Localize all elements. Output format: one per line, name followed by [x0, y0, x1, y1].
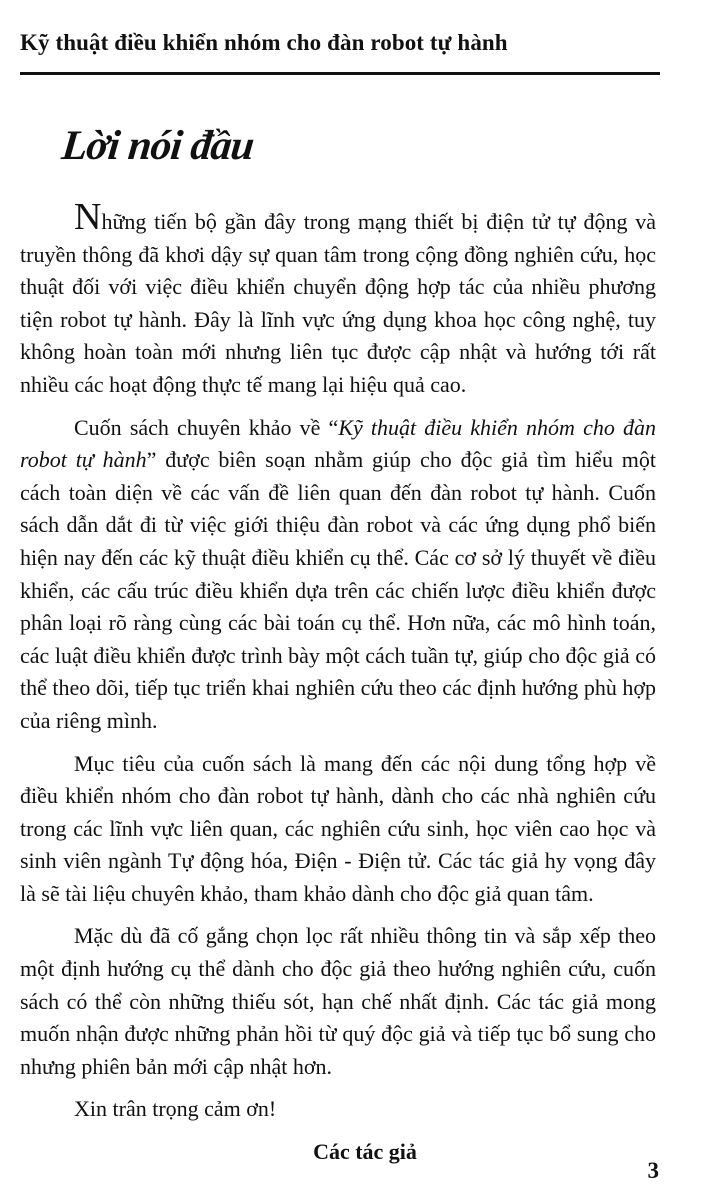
paragraph-2-lead: Cuốn sách chuyên khảo về “	[74, 414, 339, 440]
paragraph-3: Mục tiêu của cuốn sách là mang đến các nội dung tổng hợp về điều khiển nhóm cho đàn robot tự hành, dành cho các nhà nghiên cứu trong các lĩnh vực liên quan, các nghiên cứu sinh, học viên cao học và sinh viên ngành Tự động hóa, Điện - Điện tử. Các tác giả hy vọng đây là sẽ tài liệu chuyên khảo, tham khảo dành cho độc giả quan tâm.	[20, 750, 656, 906]
header-rule	[20, 72, 660, 75]
thanks-line: Xin trân trọng cảm ơn!	[74, 1096, 277, 1122]
book-title-italic: Kỹ thuật điều khiển nhóm cho đàn robot tự hành	[20, 414, 656, 473]
paragraph-2	[20, 412, 656, 738]
paragraph-2-text: ” được biên soạn nhằm giúp cho độc giả tìm hiểu một cách toàn diện về các vấn đề liên quan đến đàn robot tự hành. Cuốn sách dẫn dắt đi từ việc giới thiệu đàn robot và các ứng dụng phổ biến hiện nay đến các kỹ thuật điều khiển cụ thể. Các cơ sở lý thuyết về điều khiển, các cấu trúc điều khiển dựa trên các chiến lược điều khiển được phân loại rõ ràng cùng các bài toán cụ thể. Hơn nữa, các mô hình toán, các luật điều khiển được trình bày một cách tuần tự, giúp cho độc giả có thể theo dõi, tiếp tục triển khai nghiên cứu theo các định hướng phù hợp của riêng mình.	[20, 447, 657, 733]
chapter-title: Lời nói đầu	[59, 123, 256, 169]
paragraph-4: Mặc dù đã cố gắng chọn lọc rất nhiều thông tin và sắp xếp theo một định hướng cụ thể dành cho độc giả theo hướng nghiên cứu, cuốn sách có thể còn những thiếu sót, hạn chế nhất định. Các tác giả mong muốn nhận được những phản hồi từ quý độc giả và tiếp tục bổ sung cho nhưng phiên bản mới cập nhật hơn.	[20, 923, 656, 1079]
signature: Các tác giả	[313, 1139, 417, 1165]
paragraph-1	[20, 198, 656, 402]
body-text	[20, 198, 656, 1179]
drop-cap: N	[74, 196, 102, 238]
running-header: Kỹ thuật điều khiển nhóm cho đàn robot tự hành	[20, 30, 508, 55]
paragraph-1-text: hững tiến bộ gần đây trong mạng thiết bị điện tử tự động và truyền thông đã khơi dậy sự quan tâm trong cộng đồng nghiên cứu, học thuật đối với việc điều khiển chuyển động hợp tác của nhiều phương tiện robot tự hành. Đây là lĩnh vực ứng dụng khoa học công nghệ, tuy không hoàn toàn mới nhưng liên tục được cập nhật và hướng tới rất nhiều các hoạt động thực tế mang lại hiệu quả cao.	[20, 209, 656, 397]
page-number: 3	[647, 1158, 659, 1183]
